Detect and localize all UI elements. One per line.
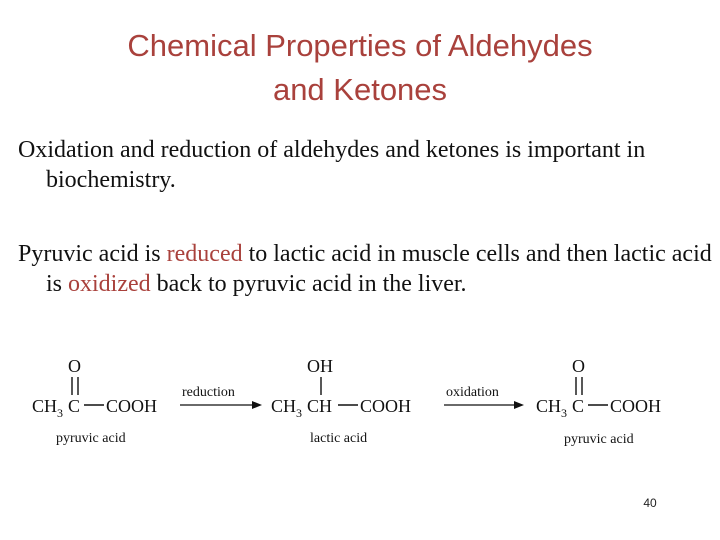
methyl-group: $CH_3$ bbox=[271, 396, 303, 420]
carbonyl-oxygen: O bbox=[572, 356, 585, 376]
methyl-group: $CH_3$ bbox=[536, 396, 568, 420]
carbonyl-carbon: C bbox=[572, 396, 585, 416]
carboxyl-group: COOH bbox=[106, 396, 158, 416]
carboxyl-group: COOH bbox=[610, 396, 662, 416]
slide-title-line-1: Chemical Properties of Aldehydes bbox=[127, 28, 593, 63]
paragraph-pyruvic-lactic bbox=[18, 239, 716, 299]
slide-title-line-2: and Ketones bbox=[272, 72, 448, 107]
lactic-acid-label: lactic acid bbox=[310, 431, 368, 446]
reaction-diagram bbox=[0, 350, 720, 460]
pyruvic-acid-right-structure bbox=[536, 356, 661, 447]
page-number: 40 bbox=[643, 496, 657, 510]
paragraph-text-part-2: to lactic acid in muscle cells and then lactic acid is bbox=[46, 241, 712, 297]
alpha-carbon: CH bbox=[307, 396, 333, 416]
oxidation-arrow bbox=[444, 385, 524, 409]
paragraph-text-part-3: back to pyruvic acid in the liver. bbox=[150, 271, 467, 297]
methyl-group: $CH_3$ bbox=[32, 396, 64, 420]
paragraph-text-part-1: Pyruvic acid is bbox=[18, 241, 167, 267]
reduction-label: reduction bbox=[182, 385, 235, 400]
carbonyl-carbon: C bbox=[68, 396, 81, 416]
pyruvic-acid-left-structure bbox=[32, 356, 157, 446]
oxidation-label: oxidation bbox=[446, 385, 499, 400]
carbonyl-oxygen: O bbox=[68, 356, 81, 376]
pyruvic-acid-label: pyruvic acid bbox=[564, 432, 634, 447]
slide-title bbox=[40, 24, 680, 112]
hydroxyl-group: OH bbox=[307, 356, 333, 376]
paragraph-oxidation-reduction: Oxidation and reduction of aldehydes and ketones is important in biochemistry. bbox=[18, 137, 646, 193]
pyruvic-acid-label: pyruvic acid bbox=[56, 431, 126, 446]
highlight-oxidized: oxidized bbox=[68, 271, 151, 297]
highlight-reduced: reduced bbox=[166, 241, 243, 267]
carboxyl-group: COOH bbox=[360, 396, 412, 416]
lactic-acid-structure bbox=[271, 356, 411, 446]
reduction-arrow bbox=[180, 385, 262, 409]
